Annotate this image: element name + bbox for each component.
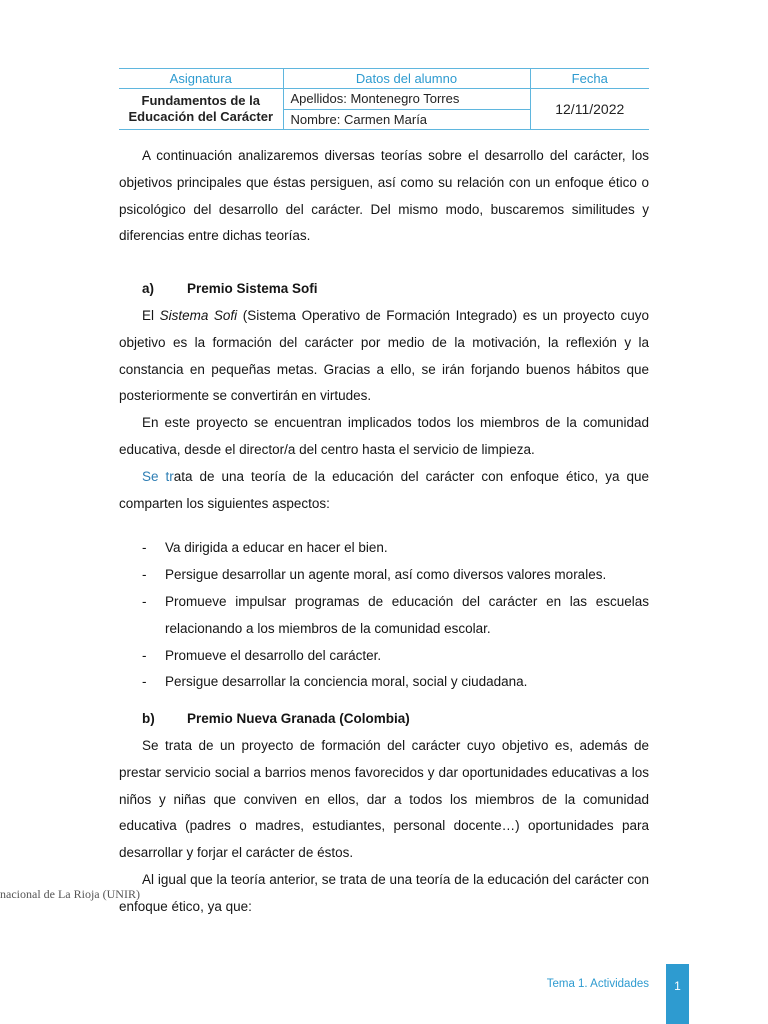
spacer — [119, 525, 649, 535]
section-a-letter: a) — [142, 281, 155, 297]
document-body — [119, 143, 649, 921]
list-item — [119, 562, 649, 589]
section-a-paragraph-2: En este proyecto se encuentran implicados todos los miembros de la comunidad educativa, desde el director/a del centro hasta el servicio de limpieza. — [119, 415, 649, 457]
spacer — [119, 517, 649, 525]
footer-topic: Tema 1. Actividades — [546, 978, 649, 990]
header-col-subject: Asignatura — [119, 69, 283, 89]
section-b-heading — [119, 706, 649, 733]
list-item-text: Promueve el desarrollo del carácter. — [165, 647, 382, 663]
side-watermark-text: nacional de La Rioja (UNIR) — [0, 887, 140, 901]
page-number: 1 — [666, 964, 689, 1024]
section-a-paragraph-3 — [119, 464, 649, 518]
subject-line-1: Fundamentos de la — [141, 93, 260, 108]
dash-bullet: - — [142, 567, 147, 583]
subject-line-2: Educación del Carácter — [128, 109, 273, 124]
date-cell: 12/11/2022 — [530, 89, 649, 130]
list-item — [119, 643, 649, 670]
student-name: Nombre: Carmen María — [283, 109, 530, 130]
p3-rest: ata de una teoría de la educación del carácter con enfoque ético, ya que comparten los siguientes aspectos: — [119, 468, 649, 511]
p1-rest: (Sistema Operativo de Formación Integrado) es un proyecto cuyo objetivo es la formación del carácter por medio de la motivación, la reflexión y la constancia en pequeñas metas. Gracias a ello, se irán forjando buenos hábitos que posteriormente se convertirán en virtudes. — [119, 307, 649, 404]
section-b-letter: b) — [142, 711, 155, 727]
list-item-text: Promueve impulsar programas de educación del carácter en las escuelas relacionando a los miembros de la comunidad escolar. — [165, 593, 649, 636]
list-item-text: Persigue desarrollar la conciencia moral, social y ciudadana. — [165, 674, 528, 690]
section-b-title: Premio Nueva Granada (Colombia) — [187, 711, 410, 727]
dash-bullet: - — [142, 540, 147, 556]
sistema-sofi-italic: Sistema Sofi — [159, 307, 238, 323]
list-item — [119, 669, 649, 696]
intro-paragraph: A continuación analizaremos diversas teorías sobre el desarrollo del carácter, los objetivos principales que éstas persiguen, así como su relación con un enfoque ético o psicológico del desarrollo del carácter. Del mismo modo, buscaremos similitudes y diferencias entre dichas teorías. — [119, 148, 649, 244]
section-b-paragraph-2: Al igual que la teoría anterior, se trata de una teoría de la educación del carácter con enfoque ético, ya que: — [119, 871, 649, 914]
dash-bullet: - — [142, 593, 147, 609]
aspects-list — [119, 535, 649, 696]
dash-bullet: - — [142, 647, 147, 663]
section-b-paragraph-1: Se trata de un proyecto de formación del carácter cuyo objetivo es, además de prestar servicio social a barrios menos favorecidos y dar oportunidades educativas a los niños y niñas que conviven en ellos, dar a todos los miembros de la comunidad educativa (padres o madres, estudiantes, personal docente…) oportunidades para desarrollar y forjar el carácter de éstos. — [119, 737, 649, 861]
header-col-student: Datos del alumno — [283, 69, 530, 89]
student-surname: Apellidos: Montenegro Torres — [283, 89, 530, 110]
spacer — [119, 250, 649, 276]
section-a-title: Premio Sistema Sofi — [187, 281, 318, 297]
p1-prefix: El — [142, 307, 160, 323]
dash-bullet: - — [142, 674, 147, 690]
list-item-text: Va dirigida a educar en hacer el bien. — [165, 540, 388, 556]
list-item-text: Persigue desarrollar un agente moral, así como diversos valores morales. — [165, 567, 607, 583]
section-a-heading — [119, 276, 649, 303]
header-table — [119, 68, 649, 130]
list-item — [119, 535, 649, 562]
section-a-paragraph-1 — [119, 303, 649, 410]
header-col-date: Fecha — [530, 69, 649, 89]
list-item — [119, 589, 649, 643]
subject-cell — [119, 89, 283, 130]
p3-start: Se tr — [142, 468, 174, 484]
spacer — [119, 696, 649, 706]
